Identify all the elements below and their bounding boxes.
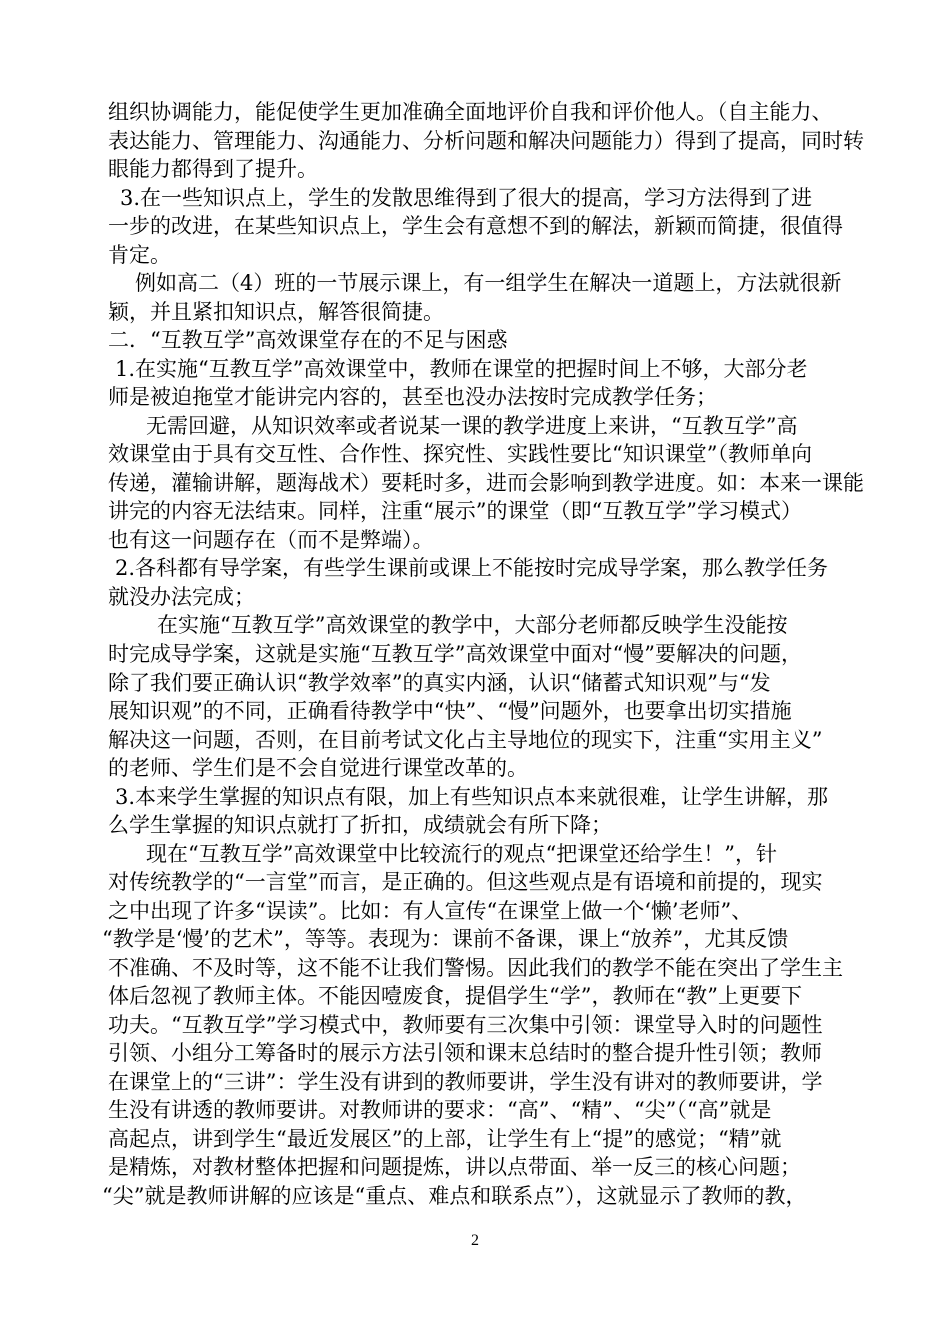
text-line: 功夫。“互教互学”学习模式中，教师要有三次集中引领：课堂导入时的问题性 xyxy=(108,1013,823,1037)
text-line: 无需回避，从知识效率或者说某一课的教学进度上来讲，“互教互学”高 xyxy=(146,414,798,438)
text-line: 表达能力、管理能力、沟通能力、分析问题和解决问题能力）得到了提高，同时转 xyxy=(108,129,864,153)
text-line: 一步的改进，在某些知识点上，学生会有意想不到的解法，新颖而简捷，很值得 xyxy=(108,214,843,238)
text-line: 讲完的内容无法结束。同样，注重“展示”的课堂（即“互教互学”学习模式） xyxy=(108,499,802,523)
text-line: 不准确、不及时等，这不能不让我们警惕。因此我们的教学不能在突出了学生主 xyxy=(108,956,843,980)
text-line: 例如高二（4）班的一节展示课上，有一组学生在解决一道题上，方法就很新 xyxy=(135,271,842,295)
text-line: 是精炼，对教材整体把握和问题提炼，讲以点带面、举一反三的核心问题； xyxy=(108,1155,801,1179)
text-line: 体后忽视了教师主体。不能因噎废食，提倡学生“学”，教师在“教”上更要下 xyxy=(108,984,802,1008)
text-line: 在课堂上的“三讲”：学生没有讲到的教师要讲，学生没有讲对的教师要讲，学 xyxy=(108,1070,823,1094)
text-line: 眼能力都得到了提升。 xyxy=(108,157,318,181)
text-line: “尖”就是教师讲解的应该是“重点、难点和联系点”），这就显示了教师的教， xyxy=(102,1184,807,1208)
text-line: 解决这一问题，否则，在目前考试文化占主导地位的现实下，注重“实用主义” xyxy=(108,728,823,752)
text-line: 现在“互教互学”高效课堂中比较流行的观点“把课堂还给学生！”，针 xyxy=(146,842,777,866)
text-line: 么学生掌握的知识点就打了折扣，成绩就会有所下降； xyxy=(108,813,612,837)
text-line: 组织协调能力，能促使学生更加准确全面地评价自我和评价他人。（自主能力、 xyxy=(108,100,833,124)
text-line: 二．“互教互学”高效课堂存在的不足与困惑 xyxy=(108,328,508,352)
text-line: 生没有讲透的教师要讲。对教师讲的要求：“高”、“精”、“尖”（“高”就是 xyxy=(108,1098,772,1122)
text-line: 时完成导学案，这就是实施“互教互学”高效课堂中面对“慢”要解决的问题， xyxy=(108,642,802,666)
text-line: 传递，灌输讲解，题海战术）要耗时多，进而会影响到教学进度。如：本来一课能 xyxy=(108,471,864,495)
text-line: 3.本来学生掌握的知识点有限，加上有些知识点本来就很难，让学生讲解，那 xyxy=(115,785,829,809)
page-number: 2 xyxy=(471,1232,479,1249)
text-line: 的老师、学生们是不会自觉进行课堂改革的。 xyxy=(108,756,528,780)
text-line: 之中出现了许多“误读”。比如：有人宣传“在课堂上做一个‘懒’老师”、 xyxy=(108,899,753,923)
text-line: 在实施“互教互学”高效课堂的教学中，大部分老师都反映学生没能按 xyxy=(157,613,788,637)
text-line: 高起点，讲到学生“最近发展区”的上部，让学生有上“提”的感觉；“精”就 xyxy=(108,1127,782,1151)
text-line: 引领、小组分工筹备时的展示方法引领和课末总结时的整合提升性引领；教师 xyxy=(108,1041,822,1065)
text-line: 效课堂由于具有交互性、合作性、探究性、实践性要比“知识课堂”（教师单向 xyxy=(108,442,812,466)
text-line: 也有这一问题存在（而不是弊端）。 xyxy=(108,528,434,552)
text-line: 2.各科都有导学案，有些学生课前或课上不能按时完成导学案，那么教学任务 xyxy=(115,556,829,580)
text-line: 师是被迫拖堂才能讲完内容的，甚至也没办法按时完成教学任务； xyxy=(108,385,717,409)
text-line: 除了我们要正确认识“教学效率”的真实内涵，认识“储蓄式知识观”与“发 xyxy=(108,671,771,695)
text-line: “教学是‘慢’的艺术”，等等。表现为：课前不备课，课上“放养”，尤其反馈 xyxy=(102,927,789,951)
text-line: 就没办法完成； xyxy=(108,585,255,609)
text-line: 对传统教学的“一言堂”而言，是正确的。但这些观点是有语境和前提的，现实 xyxy=(108,870,823,894)
text-line: 1.在实施“互教互学”高效课堂中，教师在课堂的把握时间上不够，大部分老 xyxy=(115,357,808,381)
text-line: 展知识观”的不同，正确看待教学中“快”、“慢”问题外，也要拿出切实措施 xyxy=(108,699,792,723)
text-line: 颖，并且紧扣知识点，解答很简捷。 xyxy=(108,300,444,324)
text-line: 3.在一些知识点上，学生的发散思维得到了很大的提高，学习方法得到了进 xyxy=(120,186,813,210)
text-line: 肯定。 xyxy=(108,243,171,267)
